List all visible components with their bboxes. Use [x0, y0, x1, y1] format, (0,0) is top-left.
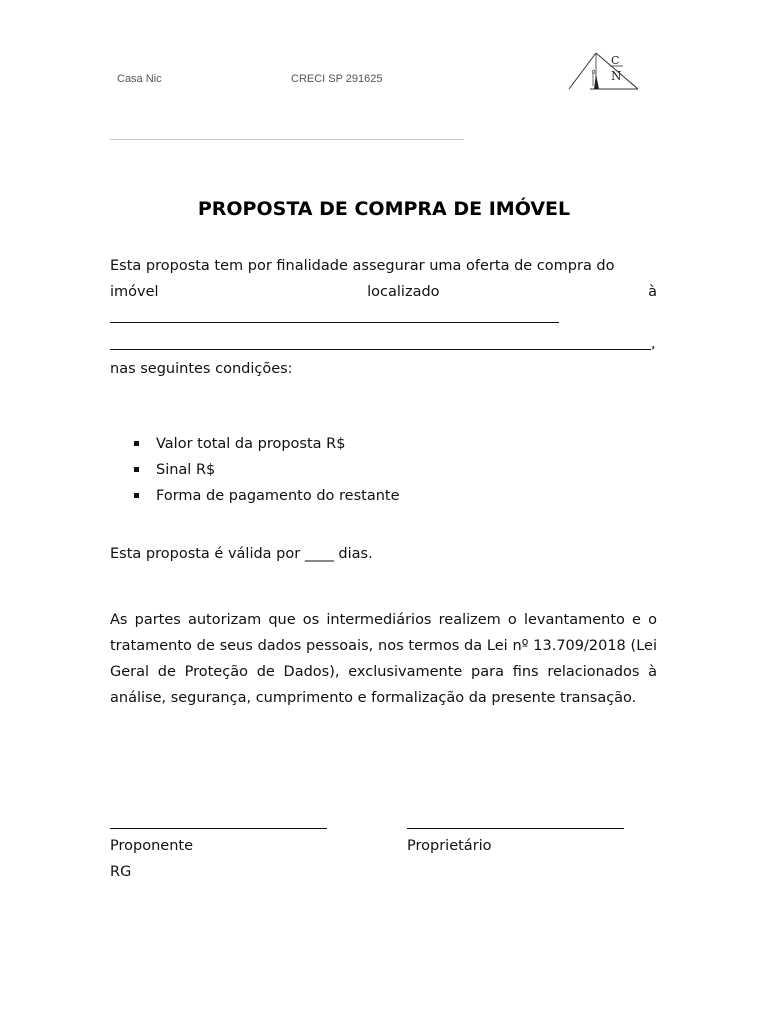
- square-bullet-icon: [134, 441, 139, 446]
- validity-statement: Esta proposta é válida por ____ dias.: [110, 546, 373, 562]
- logo-letter-c: C: [611, 54, 620, 67]
- square-bullet-icon: [134, 467, 139, 472]
- header-creci: CRECI SP 291625: [291, 73, 383, 85]
- conditions-intro: nas seguintes condições:: [110, 361, 293, 377]
- address-blank-line-1[interactable]: [110, 322, 559, 323]
- logo-letter-n: N: [611, 69, 622, 83]
- condition-remaining-payment: Forma de pagamento do restante: [156, 488, 400, 504]
- intro-word-a: à: [648, 284, 657, 300]
- list-item: [110, 431, 657, 457]
- proponent-signature-line[interactable]: [110, 828, 327, 829]
- page-title: PROPOSTA DE COMPRA DE IMÓVEL: [197, 198, 571, 220]
- owner-signature-line[interactable]: [407, 828, 624, 829]
- list-item: [110, 483, 657, 509]
- company-logo-icon: [566, 50, 640, 92]
- header-company: Casa Nic: [117, 73, 162, 85]
- address-comma: ,: [651, 336, 656, 352]
- condition-down-payment: Sinal R$: [156, 462, 216, 478]
- proponent-label: Proponente: [110, 838, 193, 854]
- header-divider: [110, 139, 464, 140]
- lgpd-paragraph: As partes autorizam que os intermediários realizem o levantamento e o tratamento de seus dados pessoais, nos termos da Lei nº 13.709/2018 (Lei Geral de Proteção de Dados), exclusivamente para fins relacionados à análise, segurança, cumprimento e formalização da presente transação.: [110, 612, 657, 706]
- conditions-list: [110, 431, 657, 509]
- intro-word-localizado: localizado: [367, 284, 440, 300]
- proponent-rg-label: RG: [110, 864, 132, 880]
- owner-label: Proprietário: [407, 838, 492, 854]
- condition-total-value: Valor total da proposta R$: [156, 436, 346, 452]
- list-item: [110, 457, 657, 483]
- square-bullet-icon: [134, 493, 139, 498]
- address-blank-line-2[interactable]: [110, 349, 651, 350]
- intro-line-1: Esta proposta tem por finalidade assegurar uma oferta de compra do: [110, 258, 615, 274]
- intro-line-2: [110, 279, 657, 305]
- intro-word-imovel: imóvel: [110, 284, 159, 300]
